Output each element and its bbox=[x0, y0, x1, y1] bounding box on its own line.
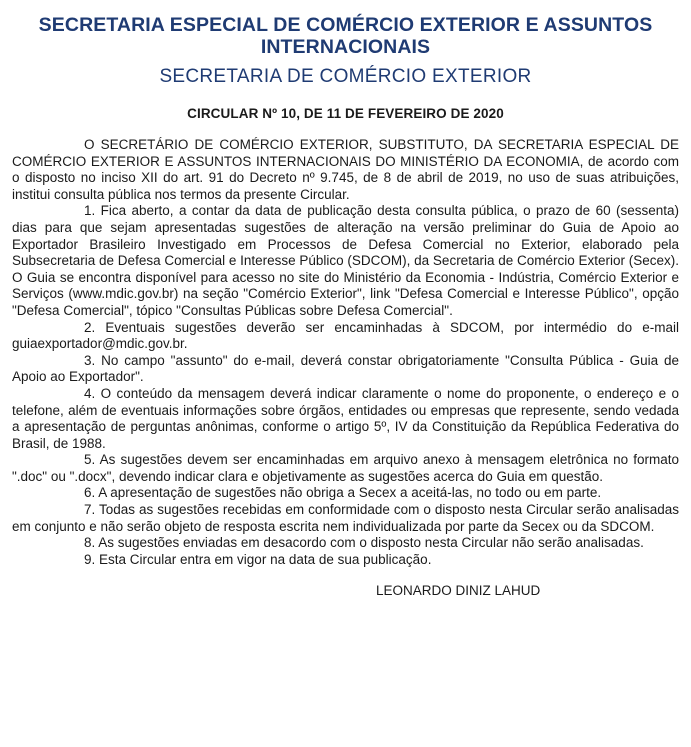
article-2-paragraph: 2. Eventuais sugestões deverão ser encaminhadas à SDCOM, por intermédio do e-mail guiaexportador@mdic.gov.br. bbox=[12, 319, 679, 352]
article-3-paragraph: 3. No campo "assunto" do e-mail, deverá constar obrigatoriamente "Consulta Pública - Guia de Apoio ao Exportador". bbox=[12, 352, 679, 385]
preamble-paragraph: O SECRETÁRIO DE COMÉRCIO EXTERIOR, SUBSTITUTO, DA SECRETARIA ESPECIAL DE COMÉRCIO EXTERIOR E ASSUNTOS INTERNACIONAIS DO MINISTÉRIO DA ECONOMIA, de acordo com o disposto no inciso XII do art. 91 do Decreto nº 9.745, de 8 de abril de 2019, no uso de suas atribuições, institui consulta pública nos termos da presente Circular. bbox=[12, 137, 679, 202]
organization-title: SECRETARIA ESPECIAL DE COMÉRCIO EXTERIOR E ASSUNTOS INTERNACIONAIS bbox=[38, 14, 653, 58]
document-body bbox=[12, 137, 679, 568]
article-5-paragraph: 5. As sugestões devem ser encaminhadas em arquivo anexo à mensagem eletrônica no formato ".doc" ou ".docx", devendo indicar clara e objetivamente as sugestões acerca do Guia em questão. bbox=[12, 452, 679, 484]
article-6-paragraph: 6. A apresentação de sugestões não obriga a Secex a aceitá-las, no todo ou em parte. bbox=[84, 485, 602, 501]
article-8-paragraph: 8. As sugestões enviadas em desacordo com o disposto nesta Circular não serão analisadas. bbox=[84, 535, 644, 551]
organization-subtitle: SECRETARIA DE COMÉRCIO EXTERIOR bbox=[159, 66, 532, 87]
signatory-name: LEONARDO DINIZ LAHUD bbox=[376, 583, 541, 599]
article-9-paragraph: 9. Esta Circular entra em vigor na data de sua publicação. bbox=[84, 551, 432, 567]
circular-title: CIRCULAR Nº 10, DE 11 DE FEVEREIRO DE 2020 bbox=[187, 106, 504, 121]
article-4-paragraph: 4. O conteúdo da mensagem deverá indicar claramente o nome do proponente, o endereço e o telefone, além de eventuais informações sobre órgãos, entidades ou empresas que represente, sendo vedada a apresentação de perguntas anônimas, conforme o artigo 5º, IV da Constituição da República Federativa do Brasil, de 1988. bbox=[12, 385, 679, 451]
article-1-paragraph: 1. Fica aberto, a contar da data de publicação desta consulta pública, o prazo de 60 (sessenta) dias para que sejam apresentadas sugestões de alteração na versão preliminar do Guia de Apoio ao Exportador Brasileiro Investigado em Processos de Defesa Comercial no Exterior, elaborado pela Subsecretaria de Defesa Comercial e Interesse Público (SDCOM), da Secretaria de Comércio Exterior (Secex). O Guia se encontra disponível para acesso no site do Ministério da Economia - Indústria, Comércio Exterior e Serviços (www.mdic.gov.br) na seção "Comércio Exterior", link "Defesa Comercial e Interesse Público", opção "Defesa Comercial", tópico "Consultas Públicas sobre Defesa Comercial". bbox=[12, 203, 680, 318]
article-7-paragraph: 7. Todas as sugestões recebidas em conformidade com o disposto nesta Circular serão analisadas em conjunto e não serão objeto de resposta escrita nem individualizada por parte da Secex ou da SDCOM. bbox=[12, 502, 679, 534]
